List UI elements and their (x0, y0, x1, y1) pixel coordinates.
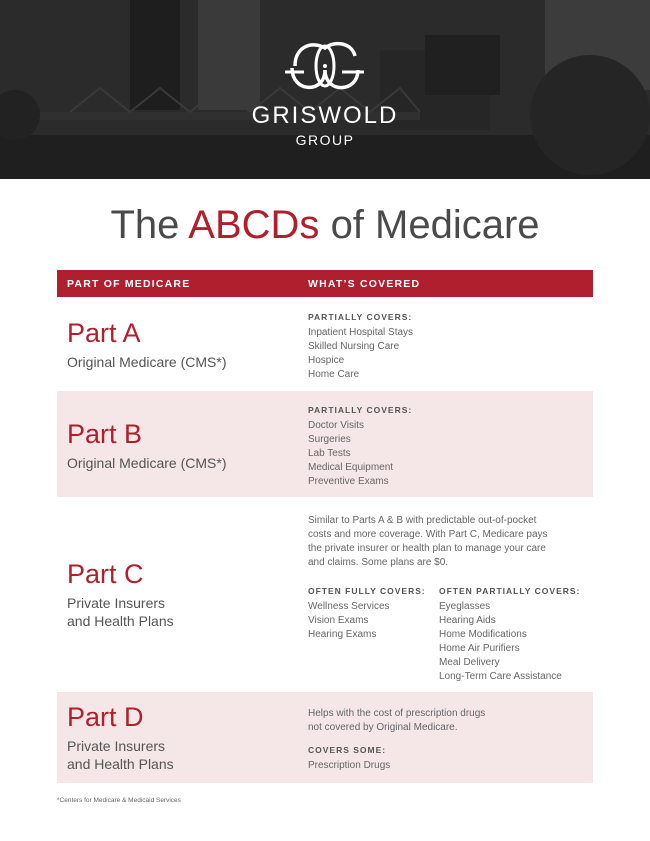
table-row-part-c (57, 497, 593, 692)
description (308, 707, 485, 735)
coverage-item: Medical Equipment (308, 462, 394, 473)
coverage-column (308, 403, 412, 489)
description-line: Similar to Parts A & B with predictable out-of-pocket (308, 515, 537, 526)
part-name: Part B (67, 419, 143, 449)
title-suffix: of Medicare (330, 203, 540, 247)
table-header (57, 270, 593, 297)
coverage-item: Home Air Purifiers (439, 643, 520, 654)
fully-covers-column (308, 584, 426, 642)
coverage-label: COVERS SOME: (308, 745, 387, 755)
coverage-label: OFTEN FULLY COVERS: (308, 586, 426, 596)
header-part: PART OF MEDICARE (67, 278, 191, 290)
table-row-part-b (57, 391, 593, 497)
description (308, 514, 593, 570)
brand-sub: GROUP (295, 132, 355, 148)
brand-logo (0, 38, 650, 148)
partially-covers-column (439, 584, 580, 684)
table-row-part-a (57, 298, 593, 391)
subtitle-line: and Health Plans (67, 756, 174, 772)
description-line: Helps with the cost of prescription drugs (308, 708, 486, 719)
part-subtitle (67, 737, 174, 773)
coverage-item: Lab Tests (308, 448, 351, 459)
coverage-item: Home Care (308, 369, 360, 380)
coverage-label: PARTIALLY COVERS: (308, 405, 413, 415)
coverage-item: Home Modifications (439, 629, 527, 640)
brand-name: GRISWOLD (251, 102, 399, 129)
coverage-item: Wellness Services (308, 601, 390, 612)
description-line: not covered by Original Medicare. (308, 722, 458, 733)
coverage-label: PARTIALLY COVERS: (308, 312, 413, 322)
coverage-item: Vision Exams (308, 615, 369, 626)
coverage-item: Hospice (308, 355, 345, 366)
subtitle-line: Private Insurers (67, 738, 166, 754)
hero-banner (0, 0, 650, 179)
footnote: *Centers for Medicare & Medicaid Services (57, 797, 181, 804)
title-prefix: The (110, 203, 180, 247)
coverage-column (308, 743, 390, 773)
page-title (0, 203, 650, 248)
coverage-item: Hearing Aids (439, 615, 496, 626)
description-line: costs and more coverage. With Part C, Medicare pays (308, 529, 548, 540)
description-line: and claims. Some plans are $0. (308, 557, 449, 568)
coverage-item: Eyeglasses (439, 601, 491, 612)
gg-monogram-icon (280, 38, 370, 96)
coverage-column (308, 310, 413, 382)
coverage-item: Meal Delivery (439, 657, 500, 668)
part-name: Part D (67, 702, 144, 732)
subtitle-line: and Health Plans (67, 613, 174, 629)
part-subtitle: Original Medicare (CMS*) (67, 455, 227, 471)
coverage-item: Preventive Exams (308, 476, 389, 487)
coverage-item: Inpatient Hospital Stays (308, 327, 414, 338)
coverage-item: Doctor Visits (308, 420, 364, 431)
coverage-item: Skilled Nursing Care (308, 341, 400, 352)
part-name: Part A (67, 318, 141, 348)
coverage-item: Long-Term Care Assistance (439, 671, 562, 682)
part-subtitle (67, 594, 174, 630)
coverage-item: Surgeries (308, 434, 351, 445)
header-covered: WHAT’S COVERED (308, 278, 421, 290)
subtitle-line: Private Insurers (67, 595, 166, 611)
coverage-item: Prescription Drugs (308, 760, 391, 771)
title-accent: ABCDs (188, 203, 320, 247)
coverage-label: OFTEN PARTIALLY COVERS: (439, 586, 581, 596)
part-name: Part C (67, 559, 144, 589)
description-line: the private insurer or health plan to manage your care (308, 543, 546, 554)
coverage-item: Hearing Exams (308, 629, 377, 640)
table-row-part-d (57, 692, 593, 783)
part-subtitle: Original Medicare (CMS*) (67, 354, 227, 370)
